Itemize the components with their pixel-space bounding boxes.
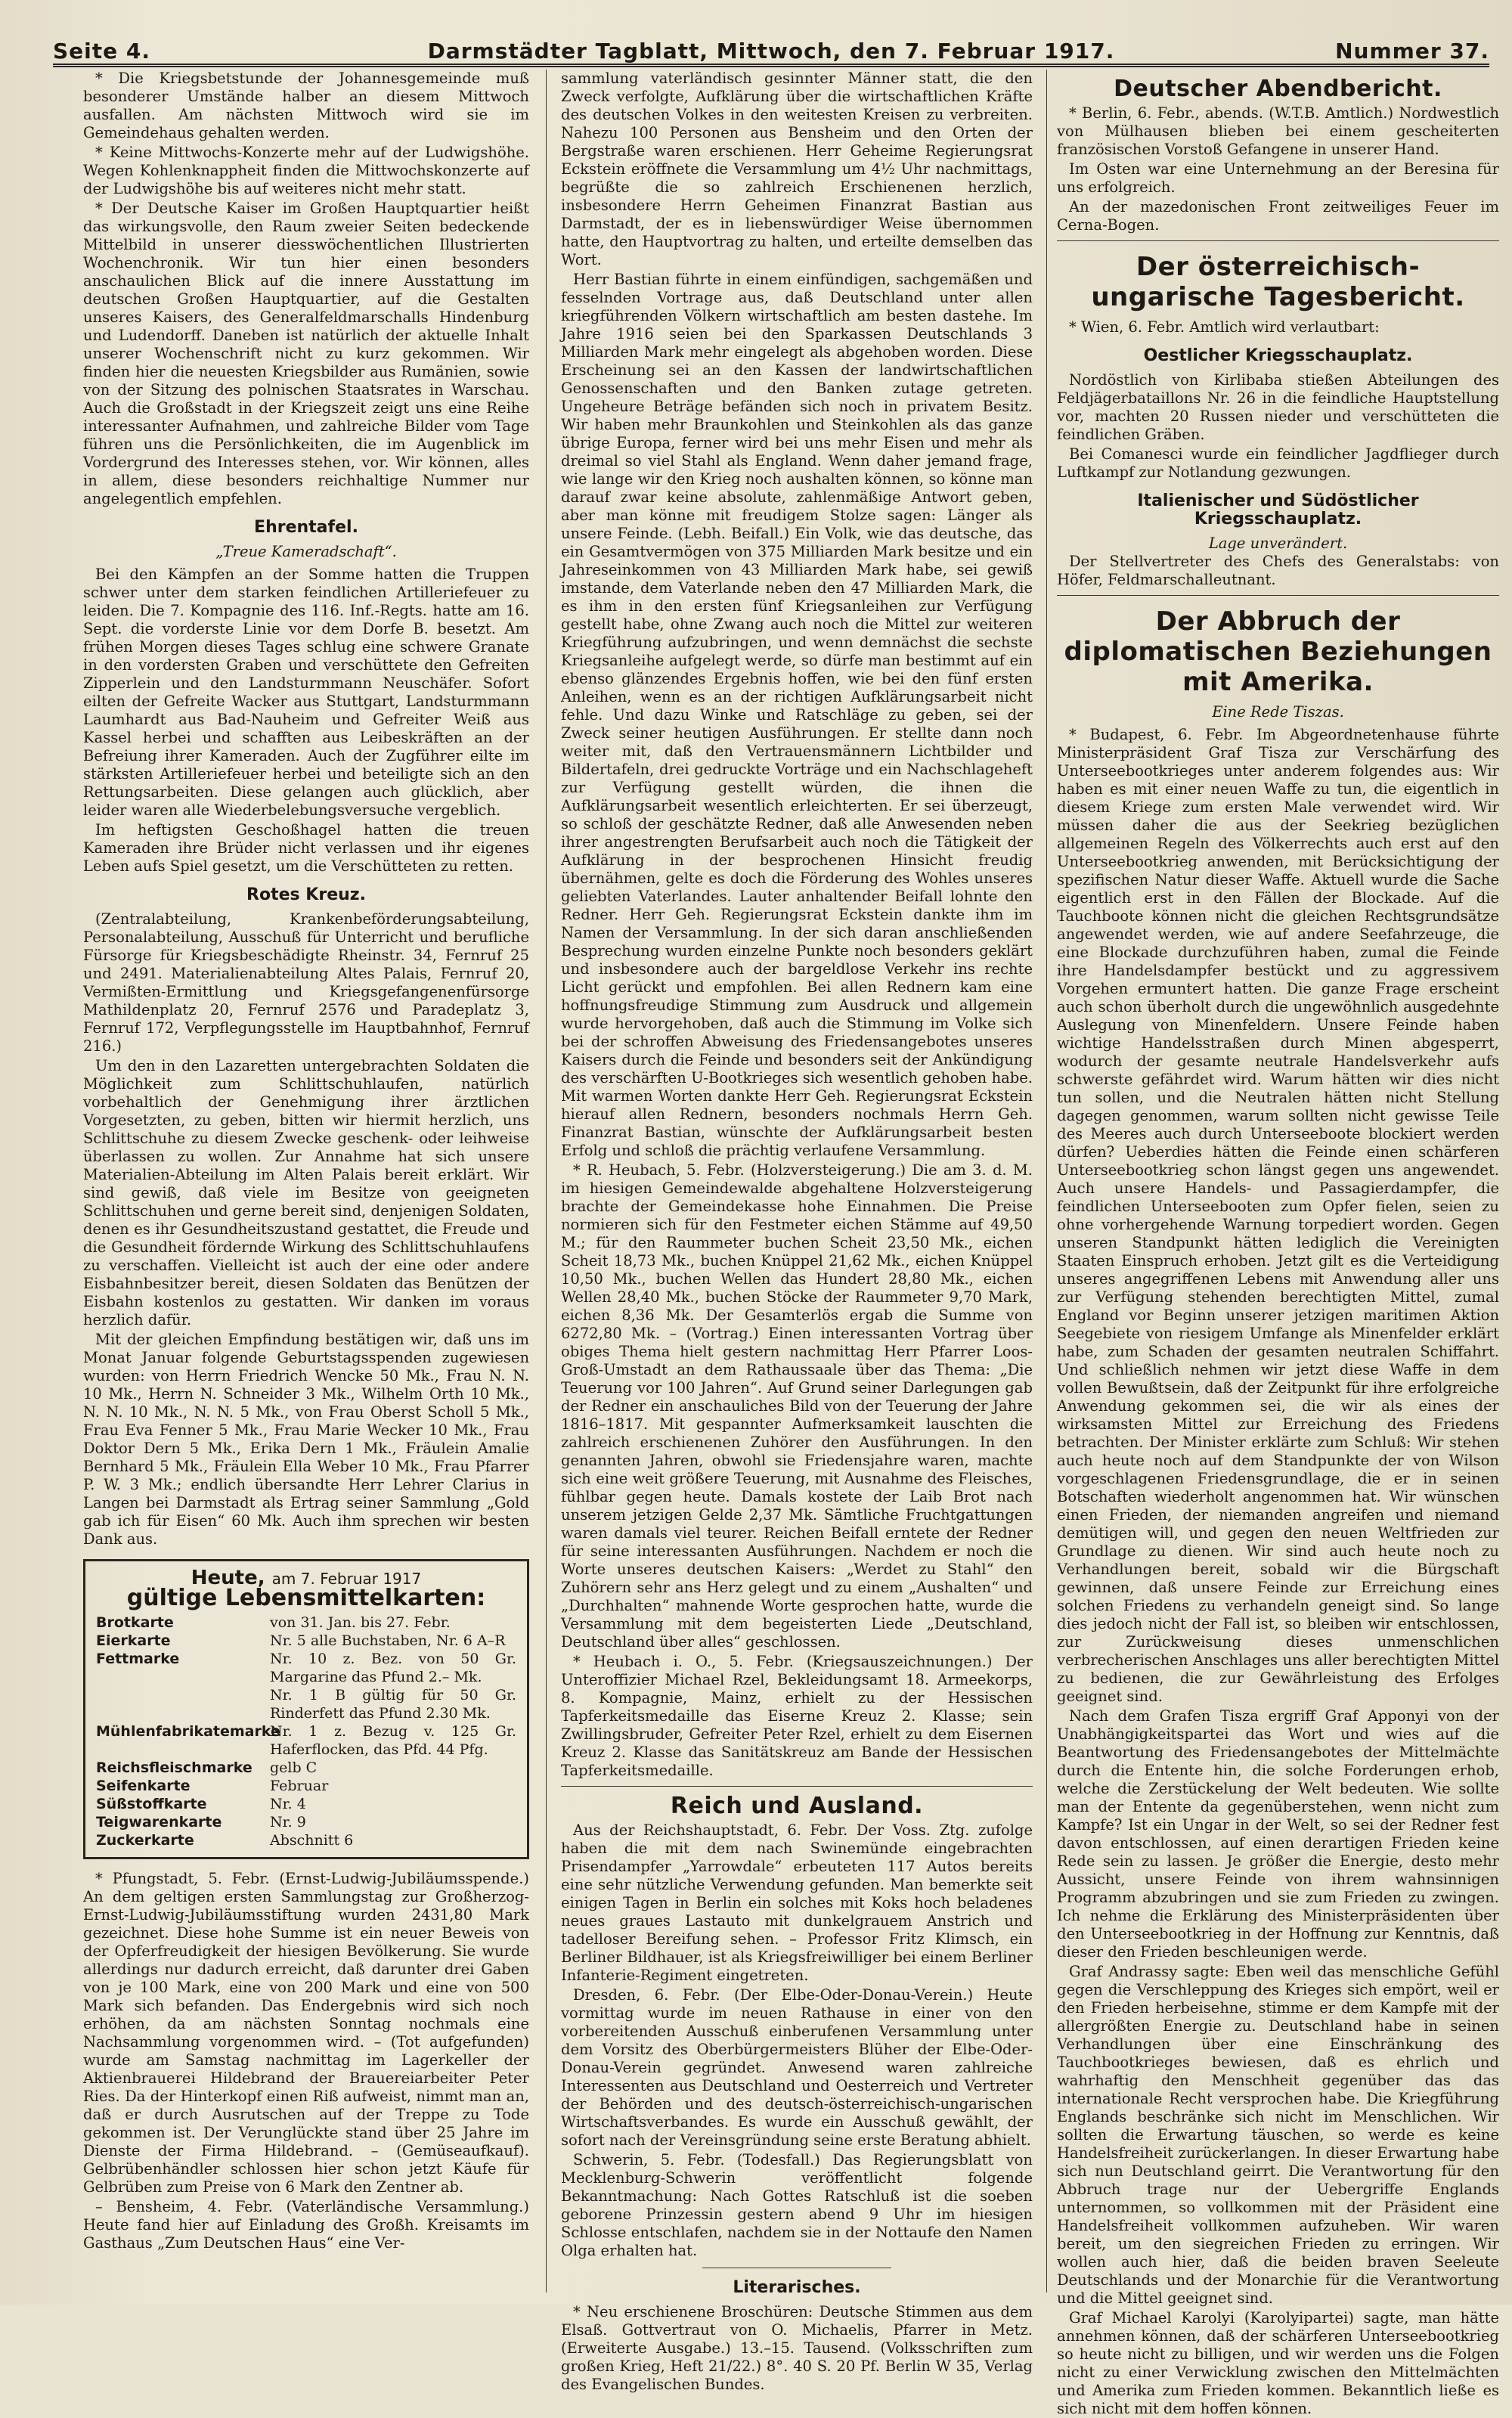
- page-number: Seite 4.: [53, 39, 150, 64]
- ration-value: Abschnitt 6: [270, 1832, 354, 1849]
- article-paragraph: Graf Andrassy sagte: Eben weil das menschliche Gefühl gegen die Verschleppung des Krieges sich empört, weil er den Frieden herbeisehne, stimme er dem Kampfe mit der allergrößten Energie zu. Deutschland habe in seinen Verhandlungen über eine Einschränkung des Tauchbootkrieges bewiesen, daß es ehrlich und wahrhaftig den Menschheit gegenüber das das internationale Recht versprochen habe. Die Kriegführung Englands beschränke sich nicht im Menschlichen. Wir sollten die Erwartung täuschen, so werde es keine Handelsfreiheit zurückerlangen. In dieser Erwartung habe sich nun Deutschland geirrt. Die Verantwortung für den Abbruch trage nur der Uebergriffe Englands unternommen, so vollkommen mit der Präsident eine Handelsfreiheit vollkommen aufzuheben. Wir waren bereit, um den siegreichen Frieden zu erringen. Wir wollen auch hier, daß die beiden braven Seeleute Deutschlands und der Monarchie für die Verantwortung und die Mittel geeignet sind.: [1057, 1963, 1499, 2307]
- article-paragraph: Nach dem Grafen Tisza ergriff Graf Apponyi von der Unabhängigkeitspartei das Wort und wies auf die Beantwortung des Friedensangebotes der Mittelmächte durch die Entente hin, die solche Forderungen erhob, welche die Zerstückelung der Welt bedeuten. Wie sollte man der Entente da gegenüberstehen, wenn nicht zum Kampfe? Ist ein Ungar in der Welt, so sei der Redner fest davon entschlossen, auf einen derartigen Frieden keine Rede sein zu lassen. Je größer die Energie, desto mehr Aussicht, unsere Feinde von ihrem wahnsinnigen Programm abzubringen und sie zum Frieden zu zwingen. Ich nehme die Erklärung des Ministerpräsidenten über den Unterseebootkrieg in der Hoffnung zur Kenntnis, daß dieser den Frieden beschleunigen werde.: [1057, 1707, 1499, 1961]
- section-heading-abbruch: Der Abbruch der diplomatischen Beziehungen mit Amerika.: [1064, 606, 1492, 697]
- column-3: [1057, 70, 1499, 2417]
- ration-row: [96, 1686, 516, 1722]
- section-subheading: Oestlicher Kriegsschauplatz.: [1143, 346, 1413, 365]
- article-paragraph: Im Osten war eine Unternehmung an der Beresina für uns erfolgreich.: [1057, 160, 1499, 196]
- section-divider: [1057, 240, 1499, 241]
- ration-label: Seifenkarte: [96, 1778, 191, 1794]
- section-subheading: Italienischer und Südöstlicher Kriegsschauplatz.: [1137, 491, 1419, 529]
- ration-value: Nr. 1 B gültig für 50 Gr. Rinderfett das Pfund 2.30 Mk.: [270, 1687, 516, 1722]
- issue-number: Nummer 37.: [1335, 39, 1489, 64]
- ration-label: Reichsfleischmarke: [96, 1759, 253, 1776]
- ration-label: Zuckerkarte: [96, 1832, 194, 1849]
- column-divider: [546, 70, 547, 2292]
- article-paragraph: An der mazedonischen Front zeitweiliges Feuer im Cerna-Bogen.: [1057, 198, 1499, 234]
- ration-value: von 31. Jan. bis 27. Febr.: [270, 1614, 451, 1631]
- section-heading-rotes-kreuz: Rotes Kreuz.: [246, 885, 366, 904]
- section-heading-ehrentafel: Ehrentafel.: [254, 518, 358, 537]
- article-paragraph: * Berlin, 6. Febr., abends. (W.T.B. Amtlich.) Nordwestlich von Mülhausen blieben bei einem gescheiterten französischen Vorstoß Gefangene in unserer Hand.: [1057, 104, 1499, 158]
- article-paragraph: Um den in den Lazaretten untergebrachten Soldaten die Möglichkeit zum Schlittschuhlaufen, natürlich vorbehaltlich der Genehmigung ihrer ärztlichen Vorgesetzten, zu geben, bitten wir hiermit herzlich, uns Schlittschuhe zu diesem Zwecke geschenk- oder leihweise überlassen zu wollen. Zur Annahme hat sich unsere Materialien-Abteilung im Alten Palais bereit erklärt. Wir sind gewiß, daß viele im Besitze von geeigneten Schlittschuhen und gerne bereit sind, denjenigen Soldaten, denen es ihr Gesundheitszustand gestattet, die Freude und die Gesundheit fördernde Wirkung des Schlittschuhlaufens zu verschaffen. Vielleicht ist auch der eine oder andere Eisbahnbesitzer bereit, diesen Soldaten das Benützen der Eisbahn kostenlos zu gestatten. Wir danken im voraus herzlich dafür.: [83, 1057, 529, 1328]
- article-paragraph: * Pfungstadt, 5. Febr. (Ernst-Ludwig-Jubiläumsspende.) An dem geltigen ersten Sammlungstag zur Großherzog-Ernst-Ludwig-Jubiläumsstiftung wurden 2431,80 Mark gezeichnet. Diese hohe Summe ist ein neuer Beweis von der Opferfreudigkeit der hiesigen Bevölkerung. Sie wurde allerdings nur dadurch erreicht, daß darunter drei Gaben von je 100 Mark, eine von 200 Mark und eine von 500 Mark sich befanden. Das Endergebnis wird sich noch erhöhen, da am nächsten Sonntag nochmals eine Nachsammlung vorgenommen wird. – (Tot aufgefunden) wurde am Samstag nachmittag im Lagerkeller der Aktienbrauerei Hildebrand der Brauereiarbeiter Peter Ries. Da der Hinterkopf einen Riß aufweist, nimmt man an, daß er durch Ausrutschen auf der Treppe zu Tode gekommen ist. Der Verunglückte stand über 25 Jahre im Dienste der Firma Hildebrand. – (Gemüseaufkauf). Gelbrübenhändler schlossen hier schon jetzt Käufe für Gelbrüben zum Preise von 6 Mark den Zentner ab.: [83, 1870, 529, 2196]
- ration-label: Eierkarte: [96, 1632, 171, 1649]
- section-heading-tagesbericht: Der österreichisch-ungarische Tagesbericht.: [1091, 252, 1465, 312]
- article-paragraph: * Der Deutsche Kaiser im Großen Hauptquartier heißt das wirkungsvolle, den Raum zweier Seiten bedeckende Mittelbild in unserer diesswöchentlichen Illustrierten Wochenchronik. Wir tun hier einen besonders anschaulichen Blick auf die innere Ausstattung im deutschen Großen Hauptquartier, auf die Gestalten unseres Kaisers, des Generalfeldmarschalls Hindenburg und Ludendorff. Daneben ist natürlich der aktuelle Inhalt unserer Wochenschrift nicht zu kurz gekommen. Wir finden hier die neuesten Kriegsbilder aus Rumänien, sowie von der Sitzung des polnischen Staatsrates in Warschau. Auch die Großstadt in der Kriegszeit zeigt uns eine Reihe interessanter Aufnahmen, und zahlreiche Bilder vom Tage führen uns die Persönlichkeiten, die im Augenblick im Vordergrund des Interesses stehen, vor. Wir können, alles in allem, diese besonders reichhaltige Nummer nur angelegentlich empfehlen.: [83, 200, 529, 507]
- section-heading-literarisches: Literarisches.: [733, 2278, 861, 2297]
- article-paragraph: Bei Comanesci wurde ein feindlicher Jagdflieger durch Luftkampf zur Notlandung gezwungen.: [1057, 445, 1499, 481]
- article-paragraph: Graf Michael Karolyi (Karolyipartei) sagte, man hätte annehmen können, daß der schärferen Unterseebootkrieg so heute nicht zu billigen, und wir werden uns die Folgen nicht zu einer Verwicklung zwischen den Mittelmächten und Amerika zum Frieden kommen. Bekanntlich ließe es sich nicht mit dem hoffen können.: [1057, 2309, 1499, 2417]
- ration-value: Nr. 1 z. Bezug v. 125 Gr. Haferflocken, das Pfd. 44 Pfg.: [270, 1723, 516, 1758]
- article-note: Lage unverändert.: [1208, 535, 1348, 552]
- ration-value: Nr. 9: [270, 1814, 306, 1831]
- ration-row: [96, 1722, 516, 1759]
- ration-label: Mühlenfabrikatemarke: [96, 1723, 280, 1740]
- article-paragraph: * Neu erschienene Broschüren: Deutsche Stimmen aus dem Elsaß. Gottvertraut von O. Michaelis, Pfarrer in Metz. (Erweiterte Ausgabe.) 13.–15. Tausend. (Volksschriften zum großen Krieg, Heft 21/22.) 8°. 40 S. 20 Pf. Berlin W 35, Verlag des Evangelischen Bundes.: [561, 2303, 1033, 2393]
- article-paragraph: Dresden, 6. Febr. (Der Elbe-Oder-Donau-Verein.) Heute vormittag wurde im neuen Rathause in einer von den vorbereitenden Ausschuß einberufenen Versammlung unter dem Vorsitz des Oberbürgermeisters Blüher der Elbe-Oder-Donau-Verein gegründet. Anwesend waren zahlreiche Interessenten aus Deutschland und Oesterreich und Vertreter der Behörden und des deutsch-österreichisch-ungarischen Wirtschaftsverbandes. Es wurde ein Ausschuß gewählt, der sofort nach der Vereinsgründung seine erste Beratung abhielt.: [561, 1986, 1033, 2149]
- ration-box-title: gültige Lebensmittelkarten:: [126, 1585, 486, 1611]
- ration-row: [96, 1777, 516, 1795]
- ration-cards-box: [83, 1559, 529, 1859]
- ration-label: Teigwarenkarte: [96, 1814, 222, 1831]
- section-divider: [561, 1786, 1033, 1787]
- section-divider: [1057, 595, 1499, 596]
- article-paragraph: * Keine Mittwochs-Konzerte mehr auf der Ludwigshöhe. Wegen Kohlenknappheit finden die Mittwochskonzerte auf der Ludwigshöhe bis auf weiteres nicht mehr statt.: [83, 144, 529, 197]
- article-paragraph: Aus der Reichshauptstadt, 6. Febr. Der Voss. Ztg. zufolge haben die mit dem nach Swinemünde eingebrachten Prisendampfer „Yarrowdale“ erbeuteten 117 Autos bereits eine sehr nützliche Verwendung gefunden. Man bemerkte seit einigen Tagen in Berlin ein solches mit Koks hoch beladenes neues graues Lastauto mit dunkelgrauem Anstrich und tadelloser Bereifung sehen. – Professor Fritz Klimsch, ein Berliner Bildhauer, ist als Kriegsfreiwilliger bei einem Berliner Infanterie-Regiment eingetreten.: [561, 1821, 1033, 1984]
- ration-row: [96, 1831, 516, 1849]
- article-paragraph: Herr Bastian führte in einem einfündigen, sachgemäßen und fesselnden Vortrage aus, daß Deutschland unter allen kriegführenden Völkern wirtschaftlich am besten dastehe. Im Jahre 1916 seien bei den Sparkassen Deutschlands 3 Milliarden Mark mehr eingelegt als abgehoben worden. Diese Erscheinung sei an den Kassen der landwirtschaftlichen Genossenschaften und den Banken zutage getreten. Ungeheure Beträge befänden sich noch in privatem Besitz. Wir haben mehr Braunkohlen und Steinkohlen als das ganze übrige Europa, ferner wird bei uns mehr Eisen und mehr als dreimal so viel Stahl als England. Wenn daher jemand frage, wie lange wir den Krieg noch aushalten können, so könne man darauf zwar keine absolute, zahlenmäßige Antwort geben, aber man könne mit freudigem Stolze sagen: Länger als unsere Feinde. (Lebh. Beifall.) Ein Volk, wie das deutsche, das ein Gesamtvermögen von 375 Milliarden Mark besitze und ein Jahreseinkommen von 43 Milliarden Mark habe, sei gewiß imstande, dem Vaterlande neben den 47 Milliarden Mark, die es ihm in den ersten fünf Kriegsanleihen zur Verfügung gestellt habe, ohne Zwang auch noch die Mittel zur weiteren Kriegführung aufzubringen, und wenn demnächst die sechste Kriegsanleihe aufgelegt werde, so dürfe man bestimmt auf ein ebenso glänzendes Ergebnis hoffen, wie bei den fünf ersten Anleihen, wenn es an der richtigen Aufklärungsarbeit nicht fehle. Und dazu Winke und Ratschläge zu geben, sei der Zweck seiner heutigen Ausführungen. Er stellte dann noch weiter mit, daß den Vertrauensmännern Lichtbilder und Bildertafeln, drei gedruckte Vorträge und ein Nachschlageheft zur Verfügung gestellt würden, die ihnen die Aufklärungsarbeit wesentlich erleichterten. Er sei überzeugt, so schloß der geschätzte Redner, daß alle Anwesenden neben ihrer angestrengten Berufsarbeit auch noch die Tätigkeit der Aufklärung in der besprochenen Hinsicht freudig übernähmen, gelte es doch die Förderung des Wohles unseres geliebten Vaterlandes. Lauter anhaltender Beifall lohnte den Redner. Herr Geh. Regierungsrat Eckstein dankte ihm im Namen der Versammlung. In der sich daran anschließenden Besprechung wurden einzelne Punkte noch besonders geklärt und insbesondere auch der bargeldlose Verkehr ins rechte Licht gerückt und empfohlen. Bei allen Rednern kam eine hoffnungsfreudige Stimmung zum Ausdruck und allgemein wurde hervorgehoben, daß auch die Stimmung im Volke sich bei der schroffen Abweisung des Friedensangebotes unseres Kaisers durch die Feinde und besonders seit der Ankündigung des verschärften U-Bootkrieges sich wesentlich gehoben habe. Mit warmen Worten dankte Herr Geh. Regierungsrat Eckstein hierauf allen Rednern, besonders nochmals Herrn Geh. Finanzrat Bastian, wünschte der Aufklärungsarbeit besten Erfolg und schloß die prächtig verlaufene Versammlung.: [561, 271, 1033, 1159]
- article-paragraph: * Wien, 6. Febr. Amtlich wird verlautbart:: [1069, 318, 1380, 336]
- article-paragraph: * R. Heubach, 5. Febr. (Holzversteigerung.) Die am 3. d. M. im hiesigen Gemeindewalde abgehaltene Holzversteigerung brachte der Gemeindekasse hohe Einnahmen. Die Preise normieren sich für den Festmeter eichen Stämme auf 49,50 M.; für den Raummeter buchen Scheit 23,50 Mk., eichen Scheit 18,73 Mk., buchen Knüppel 21,62 Mk., eichen Knüppel 10,50 Mk., buchen Wellen das Hundert 28,80 Mk., eichen Wellen 28,40 Mk., buchen Stöcke der Raummeter 9,70 Mark, eichen 8,36 Mk. Der Gesamterlös ergab die Summe von 6272,80 Mk. – (Vortrag.) Einen interessanten Vortrag über obiges Thema hielt gestern nachmittag Herr Pfarrer Loos-Groß-Umstadt an dem Rathaussaale über das Thema: „Die Teuerung vor 100 Jahren“. Auf Grund seiner Darlegungen gab der Redner ein anschauliches Bild von der Teuerung der Jahre 1816–1817. Mit gespannter Aufmerksamkeit lauschten die zahlreich erschienenen Zuhörer den Ausführungen. In den genannten Jahren, obwohl sie Friedensjahre waren, machte sich eine weit größere Teuerung, mit Ausnahme des Fleisches, fühlbar gegen heute. Damals kostete der Laib Brot nach unserem jetzigen Gelde 2,37 Mk. Sämtliche Fruchtgattungen waren damals viel teurer. Reichen Beifall erntete der Redner für seine interessanten Ausführungen. Nachdem er noch die Worte unseres deutschen Kaisers: „Werdet zu Stahl“ den Zuhörern sehr ans Herz gelegt und zu einem „Aushalten“ und „Durchhalten“ mahnende Worte gesprochen hatte, wurde die Versammlung mit dem begeisterten Liede „Deutschland, Deutschland über alles“ geschlossen.: [561, 1161, 1033, 1651]
- ration-value: Februar: [270, 1778, 329, 1794]
- ration-value: Nr. 10 z. Bez. von 50 Gr. Margarine das Pfund 2.– Mk.: [270, 1651, 516, 1685]
- ration-row: [96, 1650, 516, 1686]
- article-paragraph: Im heftigsten Geschoßhagel hatten die treuen Kameraden ihre Brüder nicht verlassen und ihr eigenes Leben aufs Spiel gesetzt, um die Verschütteten zu retten.: [83, 821, 529, 875]
- masthead: [53, 29, 1489, 67]
- ration-box-date: am 7. Februar 1917: [271, 1570, 422, 1588]
- article-paragraph: * Die Kriegsbetstunde der Johannesgemeinde muß besonderer Umstände halber an diesem Mittwoch ausfallen. Am nächsten Mittwoch wird sie im Gemeindehaus gehalten werden.: [83, 70, 529, 141]
- ration-row: [96, 1614, 516, 1632]
- ration-label: Fettmarke: [96, 1651, 180, 1667]
- ration-value: gelb C: [270, 1759, 318, 1776]
- article-paragraph: Bei den Kämpfen an der Somme hatten die Truppen schwer unter dem starken feindlichen Artilleriefeuer zu leiden. Die 7. Kompagnie des 116. Inf.-Regts. hatte am 16. Sept. die vorderste Linie vor dem Dorfe B. besetzt. Am frühen Morgen dieses Tages schlug eine schwere Granate in den vordersten Graben und verschüttete den Gefreiten Zipperlein und den Landsturmmann Neuschäfer. Sofort eilten der Gefreite Wacker aus Stuttgart, Landsturmmann Laumhardt aus Bad-Nauheim und Gefreiter Weiß aus Kassel herbei und schafften aus Leibeskräften an der Befreiung ihrer Kameraden. Auch der Zugführer eilte im stärksten Artilleriefeuer herbei und beteiligte sich an den Rettungsarbeiten. Diese gelangen auch glücklich, aber leider waren alle Wiederbelebungsversuche vergeblich.: [83, 566, 529, 819]
- ration-row: [96, 1759, 516, 1777]
- article-paragraph: sammlung vaterländisch gesinnter Männer statt, die den Zweck verfolgte, Aufklärung über die wirtschaftlichen Kräfte des deutschen Volkes in den weitesten Kreisen zu verbreiten. Nahezu 100 Personen aus Bensheim und den Orten der Bergstraße waren erschienen. Herr Geheime Regierungsrat Eckstein eröffnete die Versammlung um 4½ Uhr nachmittags, begrüßte die so zahlreich Erschienenen herzlich, insbesondere Herrn Geheimen Finanzrat Bastian aus Darmstadt, der es in liebenswürdiger Weise übernommen hatte, den Hauptvortrag zu halten, und erteilte demselben das Wort.: [561, 70, 1033, 268]
- ration-row: [96, 1813, 516, 1831]
- article-paragraph: * Heubach i. O., 5. Febr. (Kriegsauszeichnungen.) Der Unteroffizier Michael Rzel, Bekleidungsamt 18. Armeekorps, 8. Kompagnie, Mainz, erhielt zu der Hessischen Tapferkeitsmedaille das Eiserne Kreuz 2. Klasse; sein Zwillingsbruder, Gefreiter Peter Rzel, erhielt zu dem Eisernen Kreuz 2. Klasse das Sanitätskreuz am Bande der Hessischen Tapferkeitsmedaille.: [561, 1653, 1033, 1779]
- article-paragraph: (Zentralabteilung, Krankenbeförderungsabteilung, Personalabteilung, Ausschuß für Unterricht und berufliche Fürsorge für Kriegsbeschädigte Rheinstr. 34, Fernruf 25 und 2491. Materialienabteilung Altes Palais, Fernruf 20, Vermißten-Ermittlung und Kriegsgefangenenfürsorge Mathildenplatz 20, Fernruf 2576 und Paradeplatz 3, Fernruf 172, Verpflegungsstelle im Hauptbahnhof, Fernruf 216.): [83, 910, 529, 1055]
- newspaper-title-date: Darmstädter Tagblatt, Mittwoch, den 7. Februar 1917.: [427, 39, 1115, 64]
- column-divider: [1046, 70, 1047, 2292]
- ration-value: Nr. 4: [270, 1796, 306, 1812]
- article-paragraph: Mit der gleichen Empfindung bestätigen wir, daß uns im Monat Januar folgende Geburtstagsspenden zugewiesen wurden: von Herrn Friedrich Wencke 50 Mk., Frau N. N. 10 Mk., Herrn N. Schneider 3 Mk., Wilhelm Orth 10 Mk., N. N. 10 Mk., N. N. 5 Mk., von Frau Oberst Scholl 5 Mk., Frau Eva Fenner 5 Mk., Frau Marie Wecker 10 Mk., Frau Doktor Dern 5 Mk., Erika Dern 1 Mk., Fräulein Amalie Bernhard 5 Mk., Fräulein Ella Weber 10 Mk., Frau Pfarrer P. W. 3 Mk.; endlich übersandte Herr Lehrer Clarius in Langen bei Darmstadt als Ertrag seiner Sammlung „Gold gab ich für Eisen“ 60 Mk. Auch ihm sprechen wir besten Dank aus.: [83, 1331, 529, 1548]
- section-subheading: „Treue Kameradschaft“.: [215, 543, 397, 560]
- article-paragraph: * Budapest, 6. Febr. Im Abgeordnetenhause führte Ministerpräsident Graf Tisza zur Verschärfung des Unterseebootkrieges unter anderem folgendes aus: Wir haben es mit einer neuen Waffe zu tun, die eigentlich in diesem Kriege zum ersten Male verwendet wird. Wir müssen daher die aus der Seekrieg bezüglichen allgemeinen Regeln des Völkerrechts auch erst auf den Unterseebootkrieg anwenden, mit Berücksichtigung der spezifischen Natur dieser Waffe. Aktuell wurde die Sache eigentlich erst in den Fällen der Blockade. Auf die Tauchboote können nicht die gleichen Rechtsgrundsätze angewendet werden, wie auf andere Seefahrzeuge, die eine Blockade durchzuführen haben, zumal die Feinde ihre Handelsdampfer bestückt und zu aggressivem Vorgehen ermuntert hatten. Die ganze Frage erscheint auch schon überholt durch die ungewöhnlich ausgedehnte Auslegung von Minenfeldern. Unsere Feinde haben wichtige Handelsstraßen durch Minen abgesperrt, wodurch der gesamte neutrale Handelsverkehr aufs schwerste gefährdet wird. Warum hätten wir dies nicht tun sollen, und die Neutralen hätten nicht Stellung dagegen genommen, warum sollten nicht gewisse Teile des Meeres auch durch Unterseeboote blockiert werden dürfen? Ueberdies hätten die Feinde einen schärferen Unterseebootkrieg schon längst gegen uns angewendet. Auch unsere Handels- und Passagierdampfer, die feindlichen Unterseebooten zum Opfer fielen, seien zu ohne vorhergehende Warnung torpediert worden. Gegen unseren Standpunkt hätten lediglich die Vereinigten Staaten Einspruch erhoben. Jetzt gilt es die Verteidigung unseres angegriffenen Lebens mit Anwendung aller uns zur Verfügung stehenden berechtigten Mittel, zumal England vor Beginn unserer jetzigen maritimen Aktion Seegebiete von riesigem Umfange als Minenfelder erklärt habe, zum Schaden der gesamten neutralen Schiffahrt. Und schließlich nehmen wir jetzt diese Waffe in dem vollen Bewußtsein, daß der Zeitpunkt für ihre erfolgreiche Anwendung gekommen sei, die wir als eines der wirksamsten Mittel zur Erreichung des Friedens betrachten. Der Minister erklärte zum Schluß: Wir stehen auch heute noch auf dem Standpunkte der von Wilson vorgeschlagenen Friedensgrundlage, die er in seinen Botschaften wiederholt angenommen hat. Wir wünschen einen Frieden, der niemanden angreifen und niemand demütigen will, und gegen den neuen Weltfrieden zur Grundlage zu dienen. Wir sind auch heute noch zu Verhandlungen bereit, sobald wir die Bürgschaft gewinnen, daß unsere Feinde zur Erreichung eines solchen Friedens zu verhandeln geneigt sind. So lange dies jedoch nicht der Fall ist, so bleiben wir entschlossen, zur Zurückweisung dieses unmenschlichen verbrecherischen Anschlages uns aller berechtigten Mittel zu bedienen, die zur Gewährleistung des Erfolges geeignet sind.: [1057, 726, 1499, 1705]
- ration-box-today: Heute,: [191, 1567, 265, 1589]
- ration-row: [96, 1795, 516, 1813]
- ration-value: Nr. 5 alle Buchstaben, Nr. 6 A–R: [270, 1632, 506, 1649]
- column-1: [83, 70, 529, 2300]
- ration-label: Süßstoffkarte: [96, 1796, 207, 1812]
- article-paragraph: – Bensheim, 4. Febr. (Vaterländische Versammlung.) Heute fand hier auf Einladung des Großh. Kreisamts im Gasthaus „Zum Deutschen Haus“ eine Ver-: [83, 2198, 529, 2252]
- column-2: [561, 70, 1033, 2393]
- section-heading-abendbericht: Deutscher Abendbericht.: [1114, 76, 1442, 102]
- section-subheading: Eine Rede Tiszas.: [1212, 703, 1344, 721]
- signature-line: Der Stellvertreter des Chefs des Generalstabs: von Höfer, Feldmarschalleutnant.: [1057, 553, 1499, 588]
- ration-label: [96, 1686, 270, 1722]
- article-paragraph: Schwerin, 5. Febr. (Todesfall.) Das Regierungsblatt von Mecklenburg-Schwerin veröffentlicht folgende Bekanntmachung: Nach Gottes Ratschluß ist die soeben geborene Prinzessin gestern abend 9 Uhr im hiesigen Schlosse entschlafen, nachdem sie in der Nottaufe den Namen Olga erhalten hat.: [561, 2151, 1033, 2259]
- ration-label: Brotkarte: [96, 1614, 174, 1631]
- section-heading-reich-und-ausland: Reich und Ausland.: [670, 1793, 924, 1819]
- ration-row: [96, 1632, 516, 1650]
- article-paragraph: Nordöstlich von Kirlibaba stießen Abteilungen des Feldjägerbataillons Nr. 26 in die feindliche Hauptstellung vor, machten 20 Russen nieder und verschütteten die feindlichen Gräben.: [1057, 371, 1499, 443]
